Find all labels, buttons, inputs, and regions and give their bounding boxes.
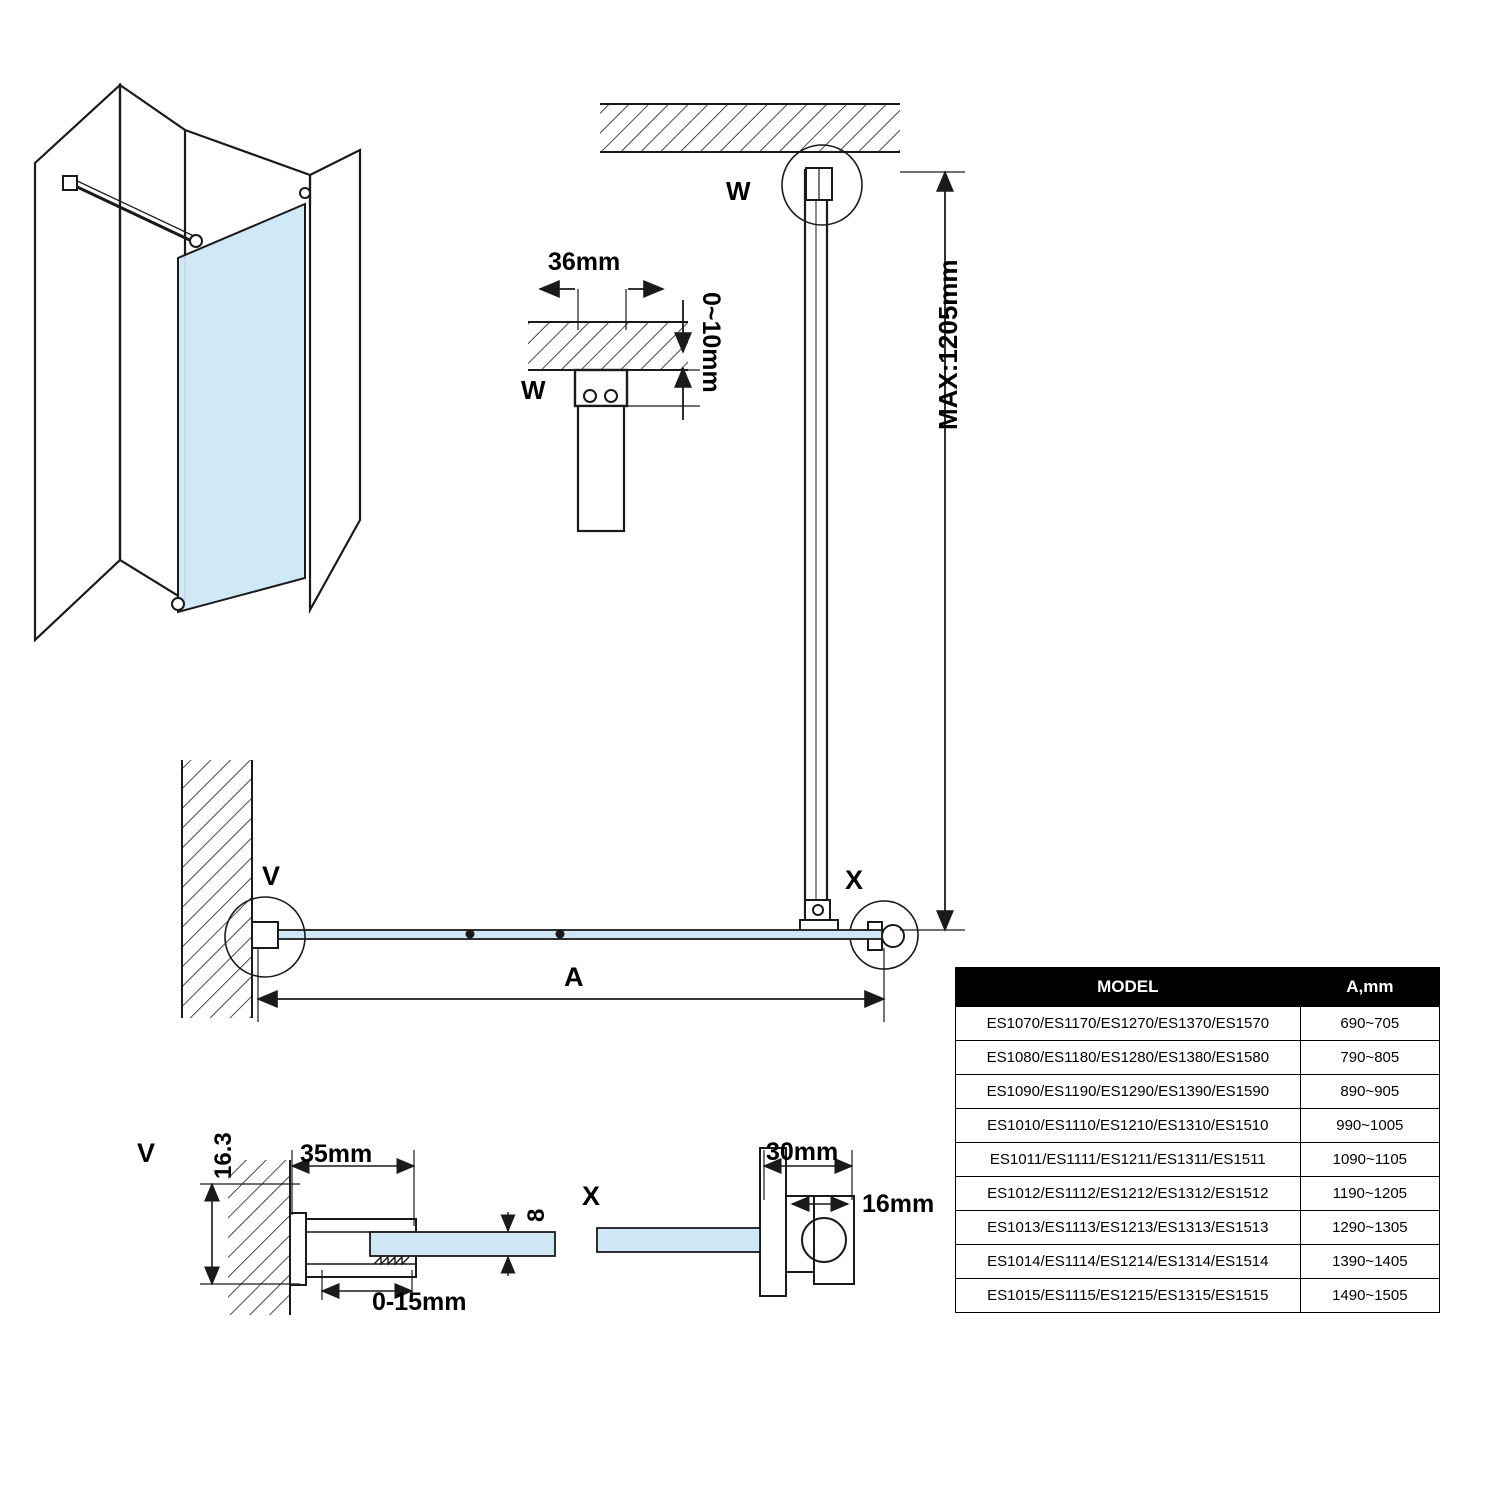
cell-model: ES1013/ES1113/ES1213/ES1313/ES1513 xyxy=(956,1211,1301,1245)
cell-model: ES1090/ES1190/ES1290/ES1390/ES1590 xyxy=(956,1075,1301,1109)
label-x-plan: X xyxy=(845,865,864,895)
table-row xyxy=(956,1211,1440,1245)
label-w-detail: W xyxy=(521,375,546,405)
table-header-row xyxy=(956,968,1440,1007)
detail-x xyxy=(597,1148,854,1296)
cell-a: 1290~1305 xyxy=(1300,1211,1439,1245)
table-row xyxy=(956,1177,1440,1211)
cell-a: 1090~1105 xyxy=(1300,1143,1439,1177)
header-model: MODEL xyxy=(956,968,1301,1007)
cell-a: 790~805 xyxy=(1300,1041,1439,1075)
table-row xyxy=(956,1279,1440,1313)
dim-30mm: 30mm xyxy=(766,1138,839,1166)
dim-36mm: 36mm xyxy=(548,248,621,276)
cell-model: ES1015/ES1115/ES1215/ES1315/ES1515 xyxy=(956,1279,1301,1313)
cell-model: ES1070/ES1170/ES1270/ES1370/ES1570 xyxy=(956,1007,1301,1041)
plan-view xyxy=(182,760,884,1022)
header-a: A,mm xyxy=(1300,968,1439,1007)
cell-a: 690~705 xyxy=(1300,1007,1439,1041)
cell-a: 890~905 xyxy=(1300,1075,1439,1109)
detail-w xyxy=(528,289,700,531)
label-w-elevation: W xyxy=(726,176,751,206)
cell-model: ES1012/ES1112/ES1212/ES1312/ES1512 xyxy=(956,1177,1301,1211)
dim-0-10mm: 0~10mm xyxy=(697,292,725,393)
cell-a: 1490~1505 xyxy=(1300,1279,1439,1313)
dim-max-height: MAX:1205mm xyxy=(933,259,963,430)
table-row xyxy=(956,1075,1440,1109)
table-row xyxy=(956,1007,1440,1041)
dim-16-3: 16.3 xyxy=(210,1132,237,1179)
table-row xyxy=(956,1109,1440,1143)
table-row xyxy=(956,1143,1440,1177)
dim-a: A xyxy=(564,962,584,992)
cell-model: ES1014/ES1114/ES1214/ES1314/ES1514 xyxy=(956,1245,1301,1279)
dim-0-15mm: 0-15mm xyxy=(372,1288,467,1316)
dim-glass-thickness: 8 xyxy=(523,1208,550,1222)
label-v-plan: V xyxy=(262,861,281,891)
cell-model: ES1010/ES1110/ES1210/ES1310/ES1510 xyxy=(956,1109,1301,1143)
cell-a: 1390~1405 xyxy=(1300,1245,1439,1279)
cell-a: 1190~1205 xyxy=(1300,1177,1439,1211)
cell-model: ES1080/ES1180/ES1280/ES1380/ES1580 xyxy=(956,1041,1301,1075)
label-v-detail: V xyxy=(137,1138,156,1168)
label-x-detail: X xyxy=(582,1181,601,1211)
cell-model: ES1011/ES1111/ES1211/ES1311/ES1511 xyxy=(956,1143,1301,1177)
elevation-view xyxy=(600,104,965,969)
cell-a: 990~1005 xyxy=(1300,1109,1439,1143)
iso-view xyxy=(35,85,360,640)
table-row xyxy=(956,1041,1440,1075)
dim-35mm: 35mm xyxy=(300,1140,373,1168)
table-row xyxy=(956,1245,1440,1279)
model-spec-table xyxy=(955,967,1440,1313)
dim-16mm: 16mm xyxy=(862,1190,935,1218)
